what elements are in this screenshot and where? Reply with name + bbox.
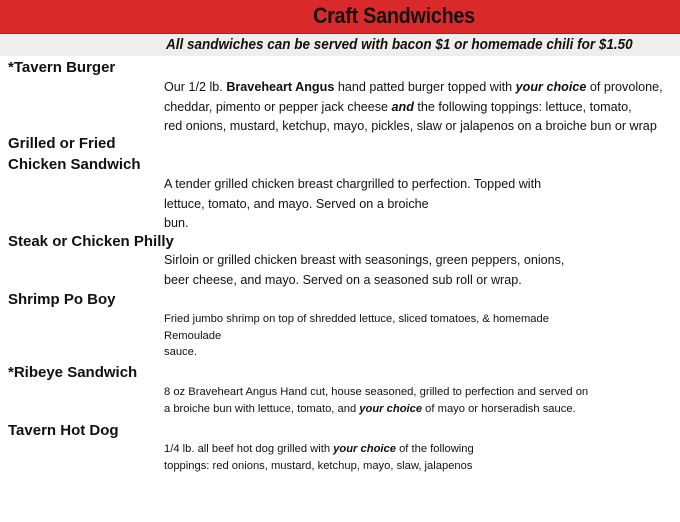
description-bold: Braveheart Angus: [226, 80, 335, 94]
item-name-line: *Tavern Burger: [8, 59, 116, 76]
description-emphasis: your choice: [359, 402, 423, 415]
item-name-line: Grilled or Fried: [8, 135, 116, 152]
description-emphasis: and: [391, 99, 414, 114]
menu-item-description: [164, 384, 588, 417]
description-line: [164, 441, 474, 458]
menu-item-name: [8, 362, 137, 383]
description-line: lettuce, tomato, and mayo. Served on a broiche: [164, 196, 429, 211]
description-line: [164, 78, 663, 98]
description-line: [164, 98, 663, 118]
menu-item-name: [8, 420, 119, 441]
description-text: a broiche bun with lettuce, tomato, and: [164, 402, 360, 415]
description-text: the following toppings: lettuce, tomato,: [413, 99, 632, 114]
description-text: Our 1/2 lb.: [164, 80, 227, 94]
menu-item-description: [164, 175, 541, 234]
description-line: Remoulade: [164, 329, 222, 342]
description-text: hand patted burger topped with: [334, 80, 516, 94]
description-line: sauce.: [164, 346, 197, 358]
menu-item-name: [8, 57, 115, 78]
description-line: red onions, mustard, ketchup, mayo, pickles, slaw or jalapenos on a broiche bun or wrap: [164, 119, 657, 133]
description-emphasis: your choice: [515, 80, 587, 94]
description-text: of mayo or horseradish sauce.: [422, 402, 576, 415]
menu-item-name: [8, 289, 116, 310]
description-emphasis: your choice: [333, 443, 396, 455]
menu-item-description: [164, 78, 663, 137]
description-line: beer cheese, and mayo. Served on a seasoned sub roll or wrap.: [164, 272, 522, 287]
description-line: bun.: [164, 216, 189, 230]
description-line: Fried jumbo shrimp on top of shredded lettuce, sliced tomatoes, & homemade: [164, 313, 549, 325]
menu-item-description: [164, 311, 549, 361]
item-name-line: Tavern Hot Dog: [8, 422, 119, 439]
description-line: 8 oz Braveheart Angus Hand cut, house seasoned, grilled to perfection and served on: [164, 386, 589, 398]
description-text: cheddar, pimento or pepper jack cheese: [164, 99, 392, 114]
description-line: [164, 401, 588, 418]
description-text: of provolone,: [586, 80, 663, 94]
menu-item-name: [8, 231, 174, 252]
description-line: Sirloin or grilled chicken breast with seasonings, green peppers, onions,: [164, 253, 565, 267]
page-subtitle: All sandwiches can be served with bacon $1 or homemade chili for $1.50: [166, 36, 633, 53]
description-text: of the following: [395, 443, 474, 455]
menu-item-description: [164, 251, 564, 290]
page-title: Craft Sandwiches: [313, 3, 475, 28]
item-name-line: Shrimp Po Boy: [8, 291, 116, 308]
description-text: 1/4 lb. all beef hot dog grilled with: [164, 443, 334, 455]
item-name-line: Steak or Chicken Philly: [8, 233, 174, 250]
description-line: A tender grilled chicken breast chargrilled to perfection. Topped with: [164, 177, 542, 191]
menu-item-description: [164, 441, 474, 474]
item-name-line: *Ribeye Sandwich: [8, 364, 138, 381]
menu-item-name: [8, 133, 141, 175]
description-line: toppings: red onions, mustard, ketchup, mayo, slaw, jalapenos: [164, 459, 473, 472]
item-name-line: Chicken Sandwich: [8, 156, 141, 173]
